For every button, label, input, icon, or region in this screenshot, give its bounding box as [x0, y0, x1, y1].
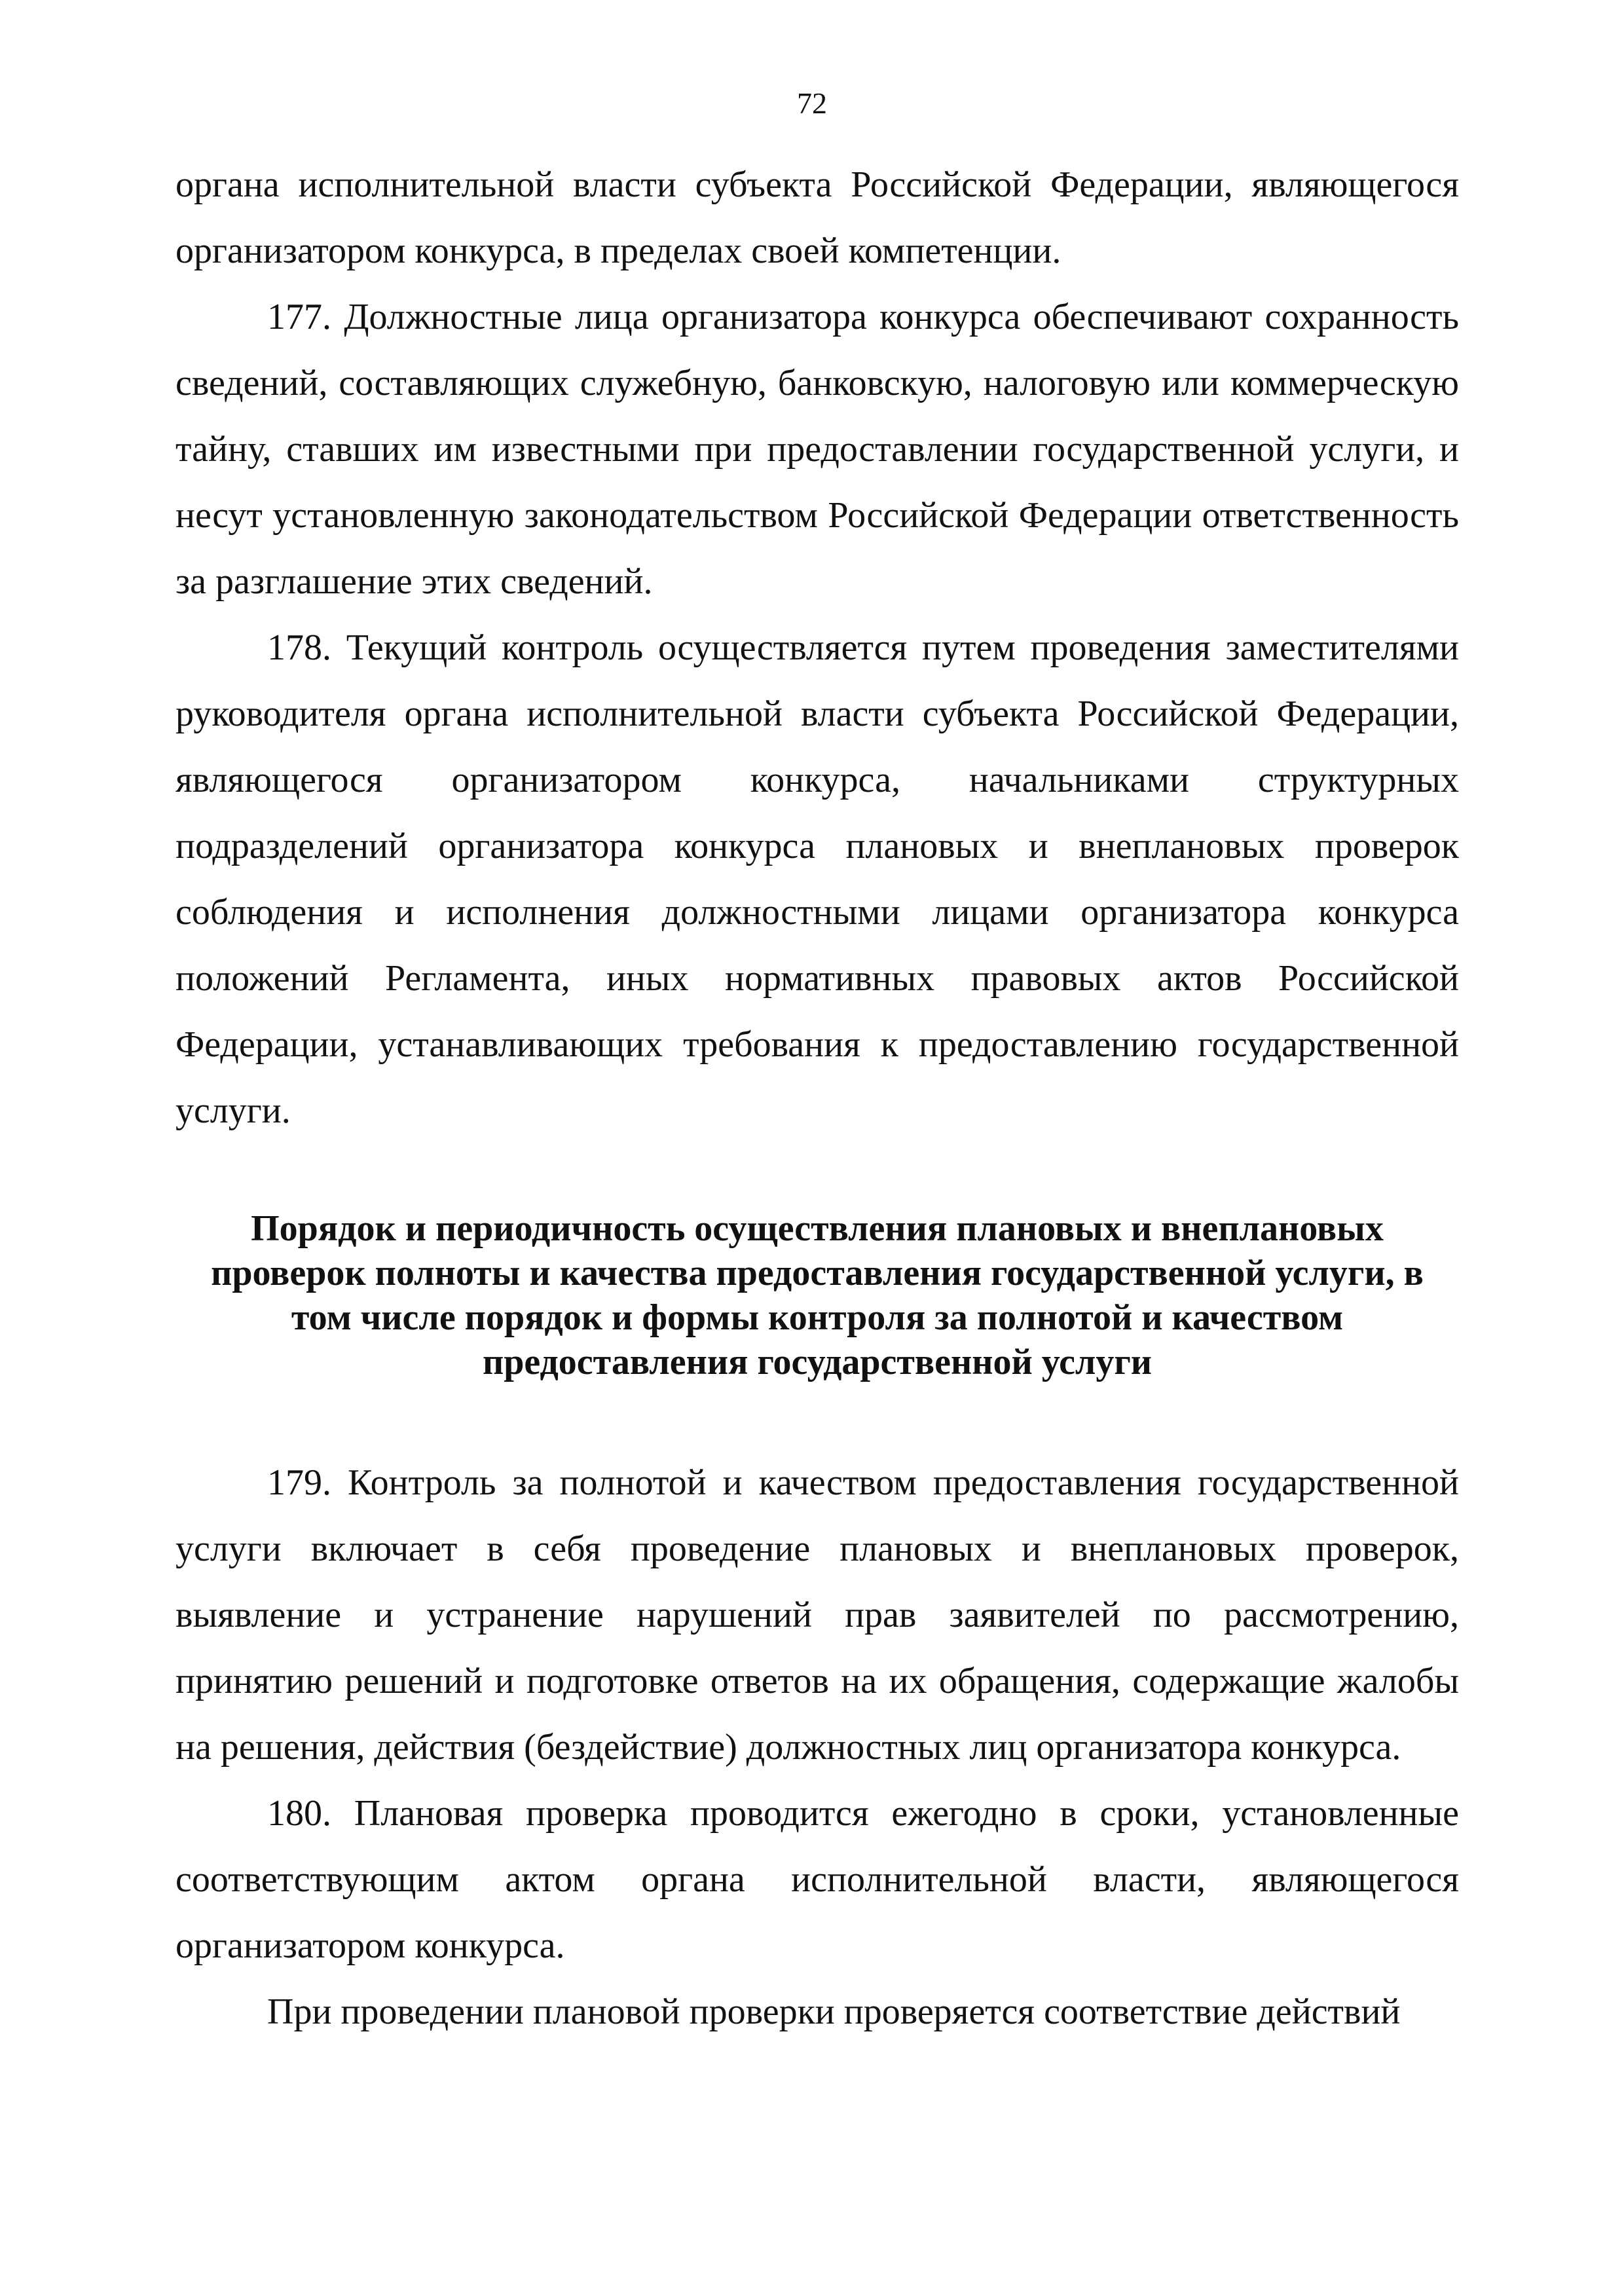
heading-line: Порядок и периодичность осуществления плановых и внеплановых	[251, 1208, 1384, 1249]
paragraph-continuation: органа исполнительной власти субъекта Российской Федерации, являющегося организатором конкурса, в пределах своей компетенции.	[175, 164, 1459, 271]
paragraph-178: 178. Текущий контроль осуществляется путем проведения заместителями руководителя органа исполнительной власти субъекта Российской Федерации, являющегося организатором конкурса, начальниками структурных подразделений организатора конкурса плановых и внеплановых проверок соблюдения и исполнения должностными лицами организатора конкурса положений Регламента, иных нормативных правовых актов Российской Федерации, устанавливающих требования к предоставлению государственной услуги.	[175, 627, 1459, 1131]
heading-line: проверок полноты и качества предоставления государственной услуги, в	[211, 1253, 1424, 1293]
section-heading	[175, 1144, 1459, 1450]
paragraph-planned-check: При проведении плановой проверки проверяется соответствие действий	[267, 1991, 1401, 2032]
document-body	[175, 152, 1459, 2045]
paragraph-177: 177. Должностные лица организатора конкурса обеспечивают сохранность сведений, составляющих служебную, банковскую, налоговую или коммерческую тайну, ставших им известными при предоставлении государственной услуги, и несут установленную законодательством Российской Федерации ответственность за разглашение этих сведений.	[175, 297, 1459, 602]
paragraph-179: 179. Контроль за полнотой и качеством предоставления государственной услуги включает в себя проведение плановых и внеплановых проверок, выявление и устранение нарушений прав заявителей по рассмотрению, принятию решений и подготовке ответов на их обращения, содержащие жалобы на решения, действия (бездействие) должностных лиц организатора конкурса.	[175, 1462, 1459, 1768]
page-number: 72	[797, 86, 827, 120]
paragraph-180: 180. Плановая проверка проводится ежегодно в сроки, установленные соответствующим актом органа исполнительной власти, являющегося организатором конкурса.	[175, 1793, 1459, 1966]
heading-line: предоставления государственной услуги	[482, 1342, 1153, 1382]
heading-line: том числе порядок и формы контроля за полнотой и качеством	[291, 1297, 1344, 1338]
